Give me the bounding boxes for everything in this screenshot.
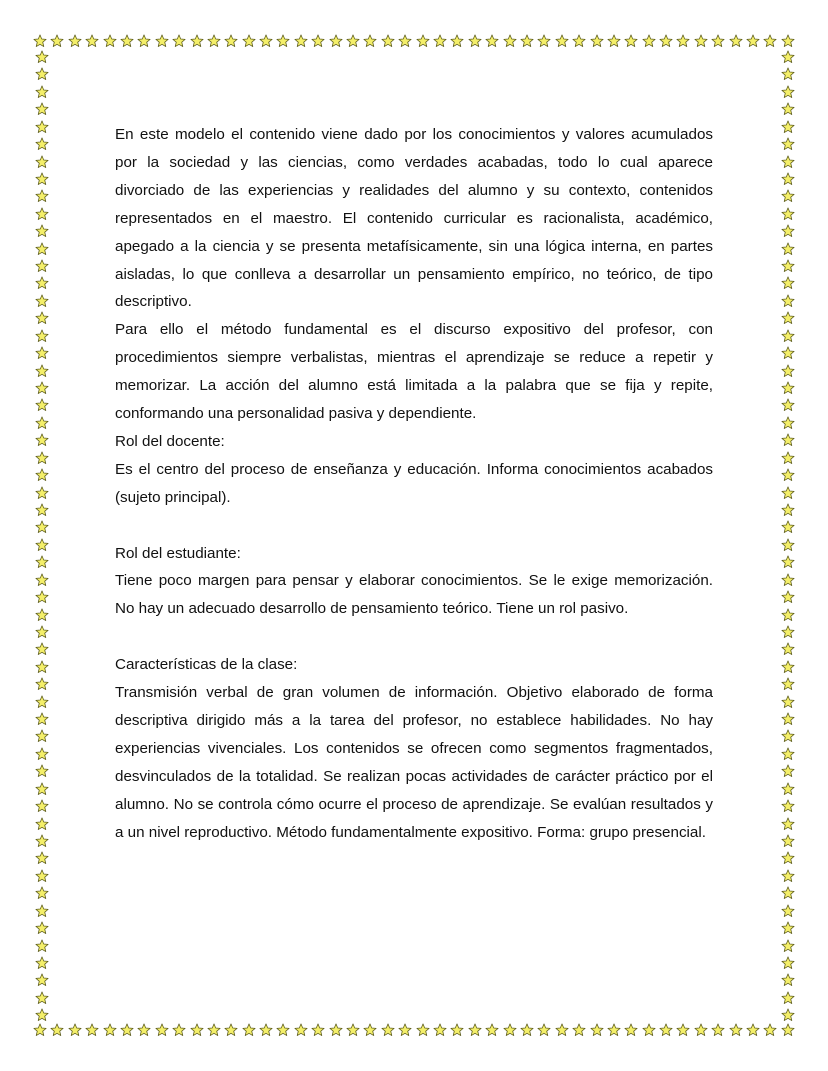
star-outline-icon (35, 172, 49, 186)
star-outline-icon (781, 851, 795, 865)
paragraph-rol-estudiante: Tiene poco margen para pensar y elaborar conocimientos. Se le exige memorización. No hay un adecuado desarrollo de pensamiento teórico. Tiene un rol pasivo. (115, 572, 713, 618)
star-outline-icon (555, 34, 569, 48)
star-outline-icon (781, 120, 795, 134)
heading-rol-estudiante: Rol del estudiante: (115, 544, 241, 562)
star-outline-icon (781, 590, 795, 604)
star-outline-icon (35, 102, 49, 116)
star-outline-icon (781, 102, 795, 116)
star-outline-icon (35, 799, 49, 813)
star-outline-icon (555, 1023, 569, 1037)
star-outline-icon (711, 1023, 725, 1037)
star-outline-icon (781, 468, 795, 482)
star-outline-icon (781, 486, 795, 500)
star-outline-icon (35, 85, 49, 99)
star-outline-icon (35, 712, 49, 726)
star-outline-icon (781, 67, 795, 81)
star-outline-icon (294, 34, 308, 48)
star-outline-icon (642, 1023, 656, 1037)
star-outline-icon (781, 764, 795, 778)
star-outline-icon (781, 1008, 795, 1022)
star-outline-icon (311, 1023, 325, 1037)
star-outline-icon (190, 1023, 204, 1037)
star-outline-icon (35, 451, 49, 465)
star-outline-icon (781, 991, 795, 1005)
star-outline-icon (35, 677, 49, 691)
star-outline-icon (781, 34, 795, 48)
star-outline-icon (781, 242, 795, 256)
star-outline-icon (35, 904, 49, 918)
star-outline-icon (659, 34, 673, 48)
star-outline-icon (35, 433, 49, 447)
star-outline-icon (35, 120, 49, 134)
star-outline-icon (781, 712, 795, 726)
star-border-top (33, 32, 795, 50)
star-outline-icon (224, 1023, 238, 1037)
star-outline-icon (35, 520, 49, 534)
star-outline-icon (676, 1023, 690, 1037)
star-outline-icon (781, 346, 795, 360)
star-outline-icon (503, 34, 517, 48)
star-outline-icon (781, 799, 795, 813)
star-outline-icon (276, 1023, 290, 1037)
star-outline-icon (35, 590, 49, 604)
star-outline-icon (207, 1023, 221, 1037)
star-outline-icon (763, 1023, 777, 1037)
star-outline-icon (68, 1023, 82, 1037)
star-outline-icon (624, 1023, 638, 1037)
star-outline-icon (120, 34, 134, 48)
star-outline-icon (35, 67, 49, 81)
star-outline-icon (398, 1023, 412, 1037)
star-outline-icon (363, 1023, 377, 1037)
star-outline-icon (68, 34, 82, 48)
star-outline-icon (103, 1023, 117, 1037)
star-outline-icon (503, 1023, 517, 1037)
star-outline-icon (572, 1023, 586, 1037)
star-outline-icon (35, 729, 49, 743)
star-outline-icon (137, 34, 151, 48)
star-outline-icon (137, 1023, 151, 1037)
star-outline-icon (35, 416, 49, 430)
star-outline-icon (381, 1023, 395, 1037)
star-outline-icon (120, 1023, 134, 1037)
star-outline-icon (781, 155, 795, 169)
star-outline-icon (35, 381, 49, 395)
star-outline-icon (416, 1023, 430, 1037)
star-outline-icon (35, 50, 49, 64)
star-outline-icon (642, 34, 656, 48)
star-outline-icon (781, 381, 795, 395)
star-outline-icon (259, 1023, 273, 1037)
paragraph-method: Para ello el método fundamental es el discurso expositivo del profesor, con procedimientos siempre verbalistas, mientras el aprendizaje se reduce a repetir y memorizar. La acción del alumno está limitada a la palabra que se fija y repite, conformando una personalidad pasiva y dependiente. (115, 321, 713, 423)
star-outline-icon (35, 869, 49, 883)
star-outline-icon (781, 886, 795, 900)
star-outline-icon (35, 642, 49, 656)
star-outline-icon (711, 34, 725, 48)
star-outline-icon (35, 468, 49, 482)
star-outline-icon (35, 259, 49, 273)
star-outline-icon (172, 1023, 186, 1037)
star-outline-icon (781, 608, 795, 622)
document-body (115, 121, 713, 847)
paragraph-caracteristicas: Transmisión verbal de gran volumen de información. Objetivo elaborado de forma descriptiva dirigido más a la tarea del profesor, no establece habilidades. No hay experiencias vivenciales. Los contenidos se ofrecen como segmentos fragmentados, desvinculados de la totalidad. Se realizan pocas actividades de carácter práctico por el alumno. No se controla cómo ocurre el proceso de aprendizaje. Se evalúan resultados y a un nivel reproductivo. Método fundamentalmente expositivo. Forma: grupo presencial. (115, 684, 713, 841)
star-outline-icon (35, 886, 49, 900)
heading-rol-docente: Rol del docente: (115, 432, 225, 450)
star-outline-icon (468, 1023, 482, 1037)
star-outline-icon (485, 1023, 499, 1037)
star-outline-icon (35, 782, 49, 796)
star-outline-icon (172, 34, 186, 48)
star-outline-icon (85, 1023, 99, 1037)
star-outline-icon (35, 956, 49, 970)
star-outline-icon (781, 364, 795, 378)
star-outline-icon (781, 329, 795, 343)
star-outline-icon (781, 834, 795, 848)
star-outline-icon (781, 259, 795, 273)
star-outline-icon (398, 34, 412, 48)
star-outline-icon (781, 904, 795, 918)
star-outline-icon (781, 1023, 795, 1037)
star-outline-icon (381, 34, 395, 48)
star-outline-icon (35, 294, 49, 308)
star-outline-icon (781, 311, 795, 325)
star-outline-icon (694, 34, 708, 48)
star-outline-icon (520, 1023, 534, 1037)
star-outline-icon (607, 1023, 621, 1037)
star-outline-icon (781, 538, 795, 552)
star-outline-icon (450, 34, 464, 48)
star-outline-icon (781, 660, 795, 674)
star-outline-icon (259, 34, 273, 48)
star-outline-icon (35, 851, 49, 865)
star-outline-icon (781, 189, 795, 203)
star-outline-icon (85, 34, 99, 48)
paragraph-rol-docente: Es el centro del proceso de enseñanza y educación. Informa conocimientos acabados (sujeto principal). (115, 460, 713, 506)
star-outline-icon (746, 1023, 760, 1037)
star-outline-icon (781, 695, 795, 709)
star-outline-icon (35, 939, 49, 953)
star-outline-icon (485, 34, 499, 48)
star-outline-icon (590, 1023, 604, 1037)
star-outline-icon (33, 1023, 47, 1037)
star-outline-icon (35, 155, 49, 169)
star-outline-icon (781, 207, 795, 221)
star-outline-icon (155, 1023, 169, 1037)
star-outline-icon (781, 520, 795, 534)
star-outline-icon (294, 1023, 308, 1037)
star-outline-icon (35, 834, 49, 848)
star-outline-icon (35, 573, 49, 587)
blank-line (115, 623, 713, 651)
star-outline-icon (537, 34, 551, 48)
star-outline-icon (224, 34, 238, 48)
star-outline-icon (537, 1023, 551, 1037)
star-outline-icon (311, 34, 325, 48)
star-outline-icon (781, 729, 795, 743)
star-outline-icon (35, 189, 49, 203)
star-outline-icon (276, 34, 290, 48)
star-outline-icon (781, 782, 795, 796)
star-outline-icon (694, 1023, 708, 1037)
star-outline-icon (35, 311, 49, 325)
star-outline-icon (35, 555, 49, 569)
star-border-bottom (33, 1021, 795, 1039)
star-outline-icon (35, 486, 49, 500)
star-outline-icon (329, 34, 343, 48)
star-outline-icon (781, 677, 795, 691)
star-outline-icon (35, 747, 49, 761)
star-outline-icon (35, 608, 49, 622)
star-outline-icon (35, 346, 49, 360)
star-outline-icon (781, 642, 795, 656)
heading-caracteristicas: Características de la clase: (115, 656, 298, 674)
star-outline-icon (729, 1023, 743, 1037)
star-outline-icon (781, 433, 795, 447)
star-outline-icon (781, 85, 795, 99)
paragraph-model-content: En este modelo el contenido viene dado por los conocimientos y valores acumulados por la sociedad y las ciencias, como verdades acabadas, todo lo cual aparece divorciado de las experiencias y realidades del alumno y su contexto, contenidos representados en el maestro. El contenido curricular es racionalista, académico, apegado a la ciencia y se presenta metafísicamente, sin una lógica interna, en partes aisladas, lo que conlleva a desarrollar un pensamiento empírico, no teórico, de tipo descriptivo. (115, 126, 713, 311)
star-outline-icon (729, 34, 743, 48)
star-outline-icon (35, 276, 49, 290)
star-outline-icon (346, 1023, 360, 1037)
star-outline-icon (781, 939, 795, 953)
star-outline-icon (35, 503, 49, 517)
star-outline-icon (781, 137, 795, 151)
star-outline-icon (781, 625, 795, 639)
star-outline-icon (763, 34, 777, 48)
star-outline-icon (35, 660, 49, 674)
star-outline-icon (781, 747, 795, 761)
star-outline-icon (35, 224, 49, 238)
star-outline-icon (50, 1023, 64, 1037)
star-outline-icon (746, 34, 760, 48)
star-outline-icon (35, 242, 49, 256)
star-outline-icon (781, 573, 795, 587)
star-outline-icon (35, 973, 49, 987)
star-outline-icon (781, 869, 795, 883)
star-outline-icon (468, 34, 482, 48)
star-outline-icon (781, 224, 795, 238)
star-outline-icon (781, 921, 795, 935)
star-outline-icon (781, 172, 795, 186)
star-outline-icon (190, 34, 204, 48)
star-outline-icon (35, 764, 49, 778)
star-outline-icon (781, 398, 795, 412)
star-outline-icon (35, 921, 49, 935)
star-outline-icon (155, 34, 169, 48)
star-outline-icon (242, 1023, 256, 1037)
star-outline-icon (416, 34, 430, 48)
star-outline-icon (450, 1023, 464, 1037)
star-outline-icon (207, 34, 221, 48)
star-outline-icon (35, 329, 49, 343)
star-outline-icon (329, 1023, 343, 1037)
star-outline-icon (520, 34, 534, 48)
star-outline-icon (35, 991, 49, 1005)
star-outline-icon (35, 137, 49, 151)
star-outline-icon (35, 538, 49, 552)
star-outline-icon (659, 1023, 673, 1037)
star-outline-icon (35, 364, 49, 378)
star-outline-icon (781, 294, 795, 308)
star-outline-icon (781, 503, 795, 517)
star-outline-icon (50, 34, 64, 48)
star-outline-icon (676, 34, 690, 48)
star-outline-icon (346, 34, 360, 48)
star-outline-icon (363, 34, 377, 48)
star-outline-icon (781, 416, 795, 430)
star-outline-icon (781, 973, 795, 987)
star-outline-icon (35, 1008, 49, 1022)
star-outline-icon (35, 398, 49, 412)
star-outline-icon (781, 50, 795, 64)
star-outline-icon (781, 276, 795, 290)
star-border-left (33, 50, 51, 1023)
star-border-right (779, 50, 797, 1023)
star-outline-icon (781, 555, 795, 569)
star-outline-icon (35, 817, 49, 831)
star-outline-icon (103, 34, 117, 48)
star-outline-icon (33, 34, 47, 48)
star-outline-icon (242, 34, 256, 48)
star-outline-icon (35, 695, 49, 709)
star-outline-icon (781, 451, 795, 465)
star-outline-icon (590, 34, 604, 48)
star-outline-icon (35, 207, 49, 221)
star-outline-icon (781, 956, 795, 970)
star-outline-icon (433, 34, 447, 48)
star-outline-icon (607, 34, 621, 48)
star-outline-icon (433, 1023, 447, 1037)
star-outline-icon (572, 34, 586, 48)
star-outline-icon (624, 34, 638, 48)
star-outline-icon (781, 817, 795, 831)
star-outline-icon (35, 625, 49, 639)
blank-line (115, 512, 713, 540)
